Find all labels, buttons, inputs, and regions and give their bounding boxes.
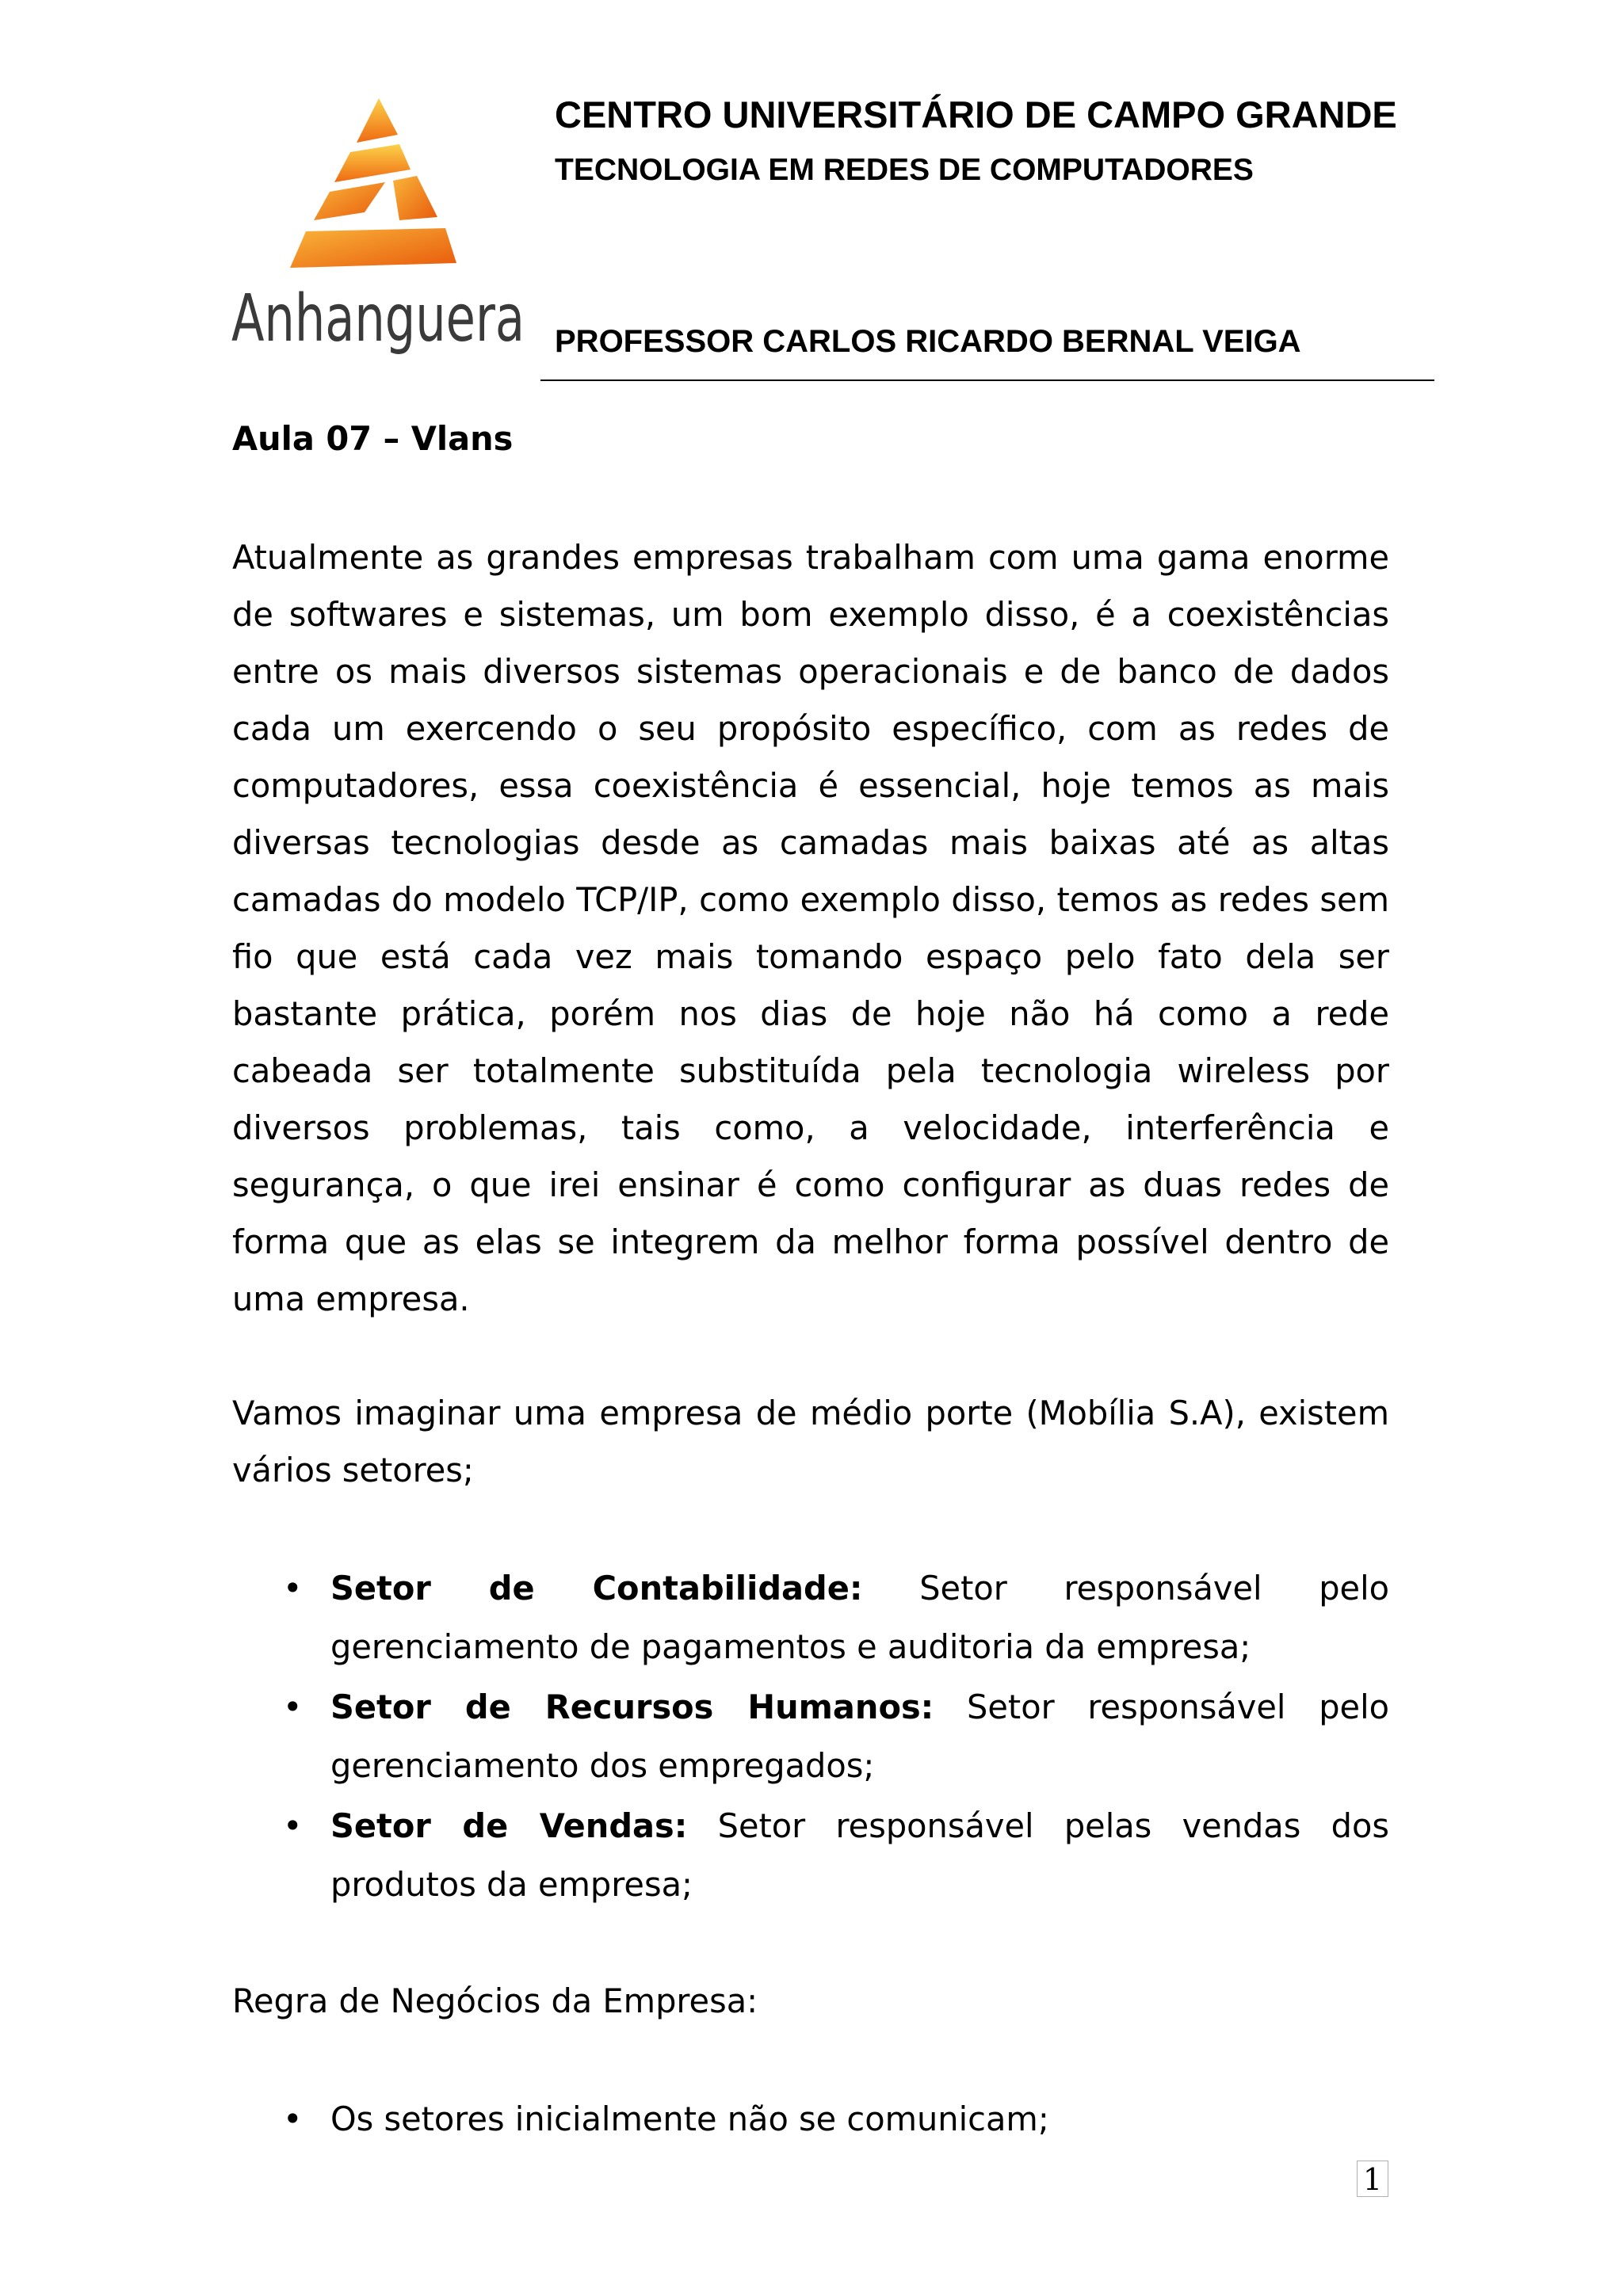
- professor-name: PROFESSOR CARLOS RICARDO BERNAL VEIGA: [555, 324, 1301, 359]
- bullet-icon: •: [283, 1806, 303, 1845]
- list-item: [232, 1797, 1389, 1914]
- sector-description: Setor responsável pelas vendas dos produtos da empresa;: [330, 1806, 1389, 1904]
- bullet-icon: •: [283, 1688, 303, 1726]
- sector-name: Setor de Vendas:: [330, 1806, 688, 1845]
- list-item: [232, 2090, 1389, 2149]
- sector-description: Setor responsável pelo gerenciamento dos empregados;: [330, 1688, 1389, 1785]
- rules-list: [232, 2090, 1389, 2149]
- bullet-icon: •: [283, 2100, 303, 2138]
- sector-name: Setor de Contabilidade:: [330, 1569, 863, 1608]
- rules-heading: Regra de Negócios da Empresa:: [232, 1981, 758, 2020]
- bullet-icon: •: [283, 1569, 303, 1608]
- rule-text: Os setores inicialmente não se comunicam;: [330, 2100, 1049, 2138]
- sector-list: [232, 1559, 1389, 1914]
- sector-description: Setor responsável pelo gerenciamento de pagamentos e auditoria da empresa;: [330, 1569, 1389, 1666]
- anhanguera-logo: [230, 93, 528, 360]
- intro-paragraph: Atualmente as grandes empresas trabalham com uma gama enorme de softwares e sistemas, um bom exemplo disso, é a coexistências entre os mais diversos sistemas operacionais e de banco de dados cada um exercendo o seu propósito específico, com as redes de computadores, essa coexistência é essencial, hoje temos as mais diversas tecnologias desde as camadas mais baixas até as altas camadas do modelo TCP/IP, como exemplo disso, temos as redes sem fio que está cada vez mais tomando espaço pelo fato dela ser bastante prática, porém nos dias de hoje não há como a rede cabeada ser totalmente substituída pela tecnologia wireless por diversos problemas, tais como, a velocidade, interferência e segurança, o que irei ensinar é como configurar as duas redes de forma que as elas se integrem da melhor forma possível dentro de uma empresa.: [232, 538, 1389, 1318]
- document-body: [232, 415, 1389, 2150]
- company-paragraph: Vamos imaginar uma empresa de médio porte (Mobília S.A), existem vários setores;: [232, 1394, 1389, 1489]
- sector-name: Setor de Recursos Humanos:: [330, 1688, 934, 1726]
- institution-name: CENTRO UNIVERSITÁRIO DE CAMPO GRANDE: [555, 93, 1397, 135]
- list-item: [232, 1559, 1389, 1676]
- page-number: 1: [1357, 2161, 1388, 2197]
- course-name: TECNOLOGIA EM REDES DE COMPUTADORES: [555, 153, 1254, 187]
- list-item: [232, 1678, 1389, 1795]
- logo-wordmark: Anhanguera: [231, 281, 525, 357]
- triangle-mark-icon: [290, 98, 456, 268]
- header-divider: [540, 379, 1434, 381]
- lesson-title: Aula 07 – Vlans: [232, 419, 514, 458]
